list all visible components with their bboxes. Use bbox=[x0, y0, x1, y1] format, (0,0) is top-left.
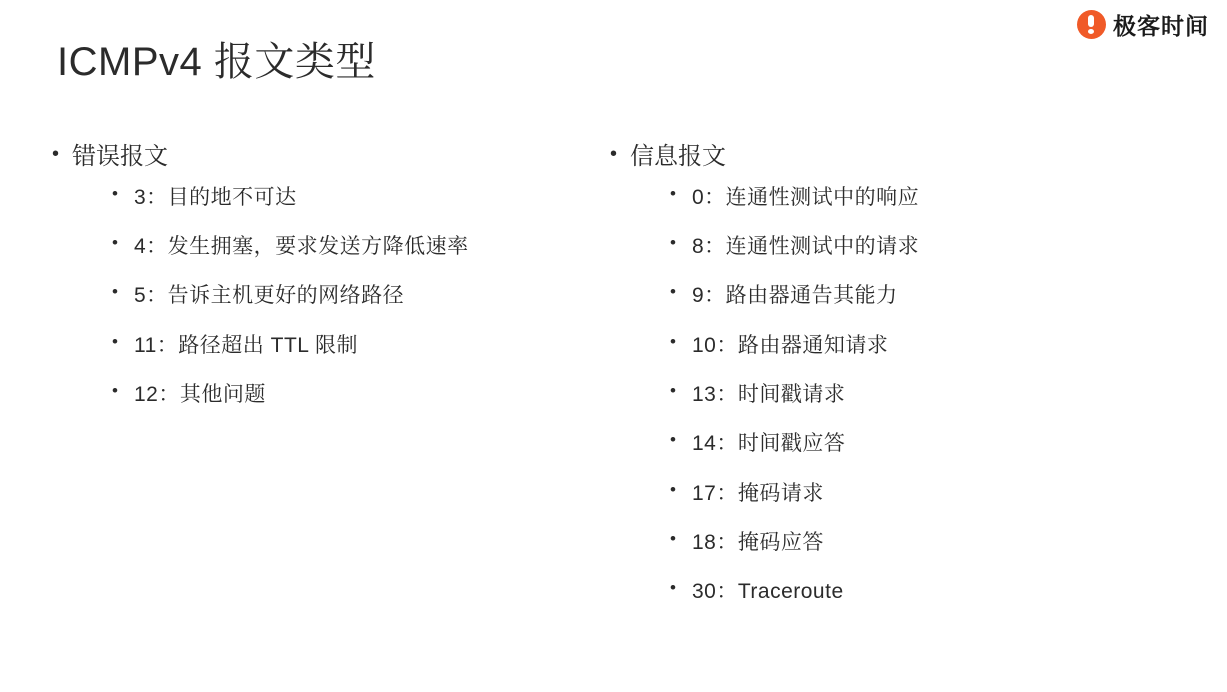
list-item bbox=[668, 332, 1227, 360]
list-item bbox=[110, 332, 588, 360]
list-item bbox=[110, 184, 588, 212]
bullet-list-level1 bbox=[44, 140, 588, 409]
list-item bbox=[668, 578, 1227, 606]
list-item-heading bbox=[602, 140, 1227, 607]
list-item bbox=[668, 430, 1227, 458]
list-item-label: 0：连通性测试中的响应 bbox=[692, 185, 920, 209]
column-heading-label: • 错误报文 bbox=[72, 143, 168, 170]
list-item-label: 18：掩码应答 bbox=[692, 531, 824, 554]
list-item-heading bbox=[44, 140, 588, 409]
list-item-label: 30：Traceroute bbox=[692, 580, 844, 604]
geekbang-logo-icon bbox=[1077, 10, 1106, 39]
bullet-list-level2 bbox=[72, 184, 588, 410]
list-item-label: 13：时间戳请求 bbox=[692, 382, 846, 406]
list-item bbox=[668, 233, 1227, 261]
list-item-label: 10：路由器通知请求 bbox=[692, 333, 889, 357]
list-item-label: 12：其他问题 bbox=[134, 382, 266, 406]
list-item-label: 8：连通性测试中的请求 bbox=[692, 234, 920, 258]
column-heading-label: • 信息报文 bbox=[630, 143, 726, 170]
list-item-label: 4：发生拥塞，要求发送方降低速率 bbox=[134, 234, 469, 258]
bullet-list-level2 bbox=[630, 184, 1227, 607]
bullet-list-level1 bbox=[602, 140, 1227, 607]
list-item bbox=[668, 282, 1227, 310]
list-item-label: 3：目的地不可达 bbox=[134, 185, 297, 209]
brand-name: 极客时间 bbox=[1113, 13, 1209, 39]
list-item bbox=[110, 233, 588, 261]
list-item bbox=[668, 184, 1227, 212]
list-item bbox=[110, 282, 588, 310]
list-item-label: 17：掩码请求 bbox=[692, 481, 824, 505]
page-title: ICMPv4 报文类型 bbox=[57, 40, 376, 84]
column-info-messages bbox=[588, 140, 1227, 628]
content-columns bbox=[0, 140, 1227, 628]
list-item bbox=[668, 529, 1227, 557]
list-item bbox=[668, 381, 1227, 409]
list-item-label: 14：时间戳应答 bbox=[692, 432, 846, 456]
list-item-label: 9：路由器通告其能力 bbox=[692, 284, 898, 308]
brand-logo bbox=[1077, 8, 1209, 41]
column-error-messages bbox=[0, 140, 588, 628]
list-item bbox=[110, 381, 588, 409]
list-item-label: 11：路径超出 TTL 限制 bbox=[134, 333, 359, 357]
list-item-label: 5：告诉主机更好的网络路径 bbox=[134, 284, 405, 308]
list-item bbox=[668, 480, 1227, 508]
